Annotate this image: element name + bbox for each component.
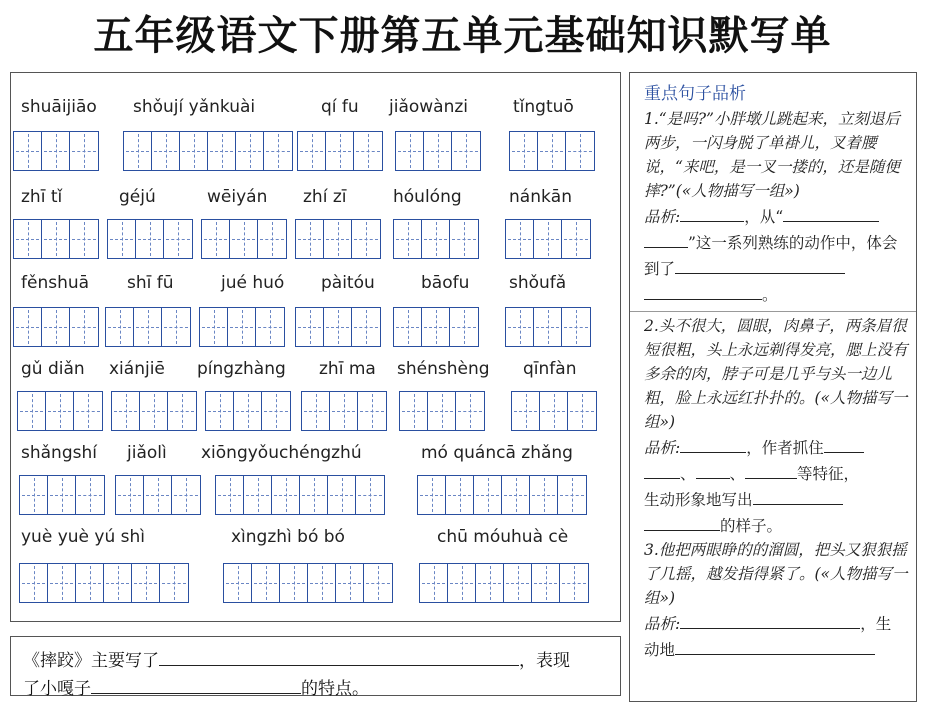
answer-blank[interactable] xyxy=(675,255,845,274)
writing-box-group[interactable] xyxy=(215,475,385,515)
pinyin-word: hóulóng xyxy=(393,187,462,207)
writing-box-group[interactable] xyxy=(295,307,381,347)
summary-text: 了小嘎子 xyxy=(23,679,91,699)
writing-box-group[interactable] xyxy=(17,391,103,431)
writing-box-group[interactable] xyxy=(395,131,481,171)
writing-box-group[interactable] xyxy=(123,131,293,171)
question-2-answer: 品析: ，作者抓住 、 、 等特征， 生动形象地写出 的样子。 xyxy=(644,434,908,538)
writing-grid-row-3 xyxy=(11,307,620,349)
writing-box-group[interactable] xyxy=(295,219,381,259)
writing-box-group[interactable] xyxy=(19,475,105,515)
answer-blank[interactable] xyxy=(680,434,746,453)
answer-blank[interactable] xyxy=(644,229,688,248)
writing-box-group[interactable] xyxy=(417,475,587,515)
writing-box-group[interactable] xyxy=(399,391,485,431)
answer-blank[interactable] xyxy=(680,610,860,629)
writing-box-group[interactable] xyxy=(511,391,597,431)
pinyin-word: shǒují yǎnkuài xyxy=(133,97,256,117)
pinyin-word: yuè yuè yú shì xyxy=(21,527,145,547)
pinyin-word: gǔ diǎn xyxy=(21,359,85,379)
question-3-text: 3.他把两眼睁的的溜圆，把头又狠狠摇了几摇，越发指得紧了。(«人物描写一组») xyxy=(644,541,908,607)
summary-text: 《摔跤》主要写了 xyxy=(23,651,159,671)
writing-box-group[interactable] xyxy=(111,391,197,431)
pinyin-row-6 xyxy=(21,527,612,553)
writing-box-group[interactable] xyxy=(107,219,193,259)
writing-box-group[interactable] xyxy=(223,563,393,603)
pinyin-word: xìngzhì bó bó xyxy=(231,527,345,547)
pinyin-word: shuāijiāo xyxy=(21,97,97,117)
pinyin-word: pàitóu xyxy=(321,273,375,293)
answer-blank[interactable] xyxy=(753,486,843,505)
pinyin-row-1 xyxy=(21,97,612,123)
writing-box-group[interactable] xyxy=(13,131,99,171)
divider xyxy=(630,311,916,312)
pinyin-word: qīnfàn xyxy=(523,359,577,379)
writing-box-group[interactable] xyxy=(199,307,285,347)
writing-box-group[interactable] xyxy=(509,131,595,171)
writing-box-group[interactable] xyxy=(13,307,99,347)
pinyin-word: shénshèng xyxy=(397,359,490,379)
question-1-text: 1.“是吗?”小胖墩儿跳起来，立刻退后两步，一闪身脱了单褂儿，叉着腰说，“来吧，是一叉一搂的，还是随便摔?”(«人物描写一组») xyxy=(644,110,900,200)
answer-blank[interactable] xyxy=(644,460,680,479)
pinyin-word: qí fu xyxy=(321,97,359,117)
writing-box-group[interactable] xyxy=(393,307,479,347)
pinyin-word: tǐngtuō xyxy=(513,97,574,117)
pinyin-row-2 xyxy=(21,187,612,213)
writing-box-group[interactable] xyxy=(13,219,99,259)
summary-line-2 xyxy=(23,675,610,703)
analysis-heading: 重点句子品析 xyxy=(644,84,746,104)
pinyin-word: shī fū xyxy=(127,273,174,293)
writing-box-group[interactable] xyxy=(419,563,589,603)
summary-text: ，表现 xyxy=(519,651,570,671)
answer-blank[interactable] xyxy=(824,434,864,453)
answer-blank[interactable] xyxy=(644,512,720,531)
answer-blank[interactable] xyxy=(783,203,879,222)
pinyin-word: píngzhàng xyxy=(197,359,286,379)
pinyin-row-5 xyxy=(21,443,612,469)
writing-grid-row-4 xyxy=(11,391,620,433)
writing-grid-row-2 xyxy=(11,219,620,261)
writing-box-group[interactable] xyxy=(105,307,191,347)
pinyin-word: jué huó xyxy=(221,273,285,293)
answer-blank[interactable] xyxy=(745,460,797,479)
writing-grid-row-5 xyxy=(11,475,620,517)
pinyin-word: jiǎowànzi xyxy=(389,97,469,117)
pinyin-word: jiǎolì xyxy=(127,443,167,463)
answer-blank[interactable] xyxy=(644,281,762,300)
page-title: 五年级语文下册第五单元基础知识默写单 xyxy=(93,12,832,59)
pinyin-word: géjú xyxy=(119,187,156,207)
writing-box-group[interactable] xyxy=(19,563,189,603)
pinyin-word: shǒufǎ xyxy=(509,273,567,293)
pinyin-word: bāofu xyxy=(421,273,470,293)
question-2-text: 2.头不很大，圆眼，肉鼻子，两条眉很短很粗，头上永远剃得发亮，腮上没有多余的肉，脖子可是几乎与头一边儿粗，脸上永远红扑扑的。(«人物描写一组») xyxy=(644,317,908,431)
pinyin-word: zhī tǐ xyxy=(21,187,63,207)
question-1-answer: 品析: ，从“ ”这一系列熟练的动作中，体会到了 。 xyxy=(644,203,908,307)
pinyin-word: chū móuhuà cè xyxy=(437,527,569,547)
summary-fill-in-panel xyxy=(10,636,621,699)
answer-blank[interactable] xyxy=(696,460,730,479)
writing-box-group[interactable] xyxy=(201,219,287,259)
pinyin-word: wēiyán xyxy=(207,187,268,207)
answer-blank[interactable] xyxy=(91,675,301,694)
pinyin-word: zhī ma xyxy=(319,359,376,379)
pinyin-word: mó quáncā zhǎng xyxy=(421,443,573,463)
writing-box-group[interactable] xyxy=(301,391,387,431)
pinyin-word: fěnshuā xyxy=(21,273,90,293)
sentence-analysis-panel xyxy=(629,72,917,702)
writing-box-group[interactable] xyxy=(505,219,591,259)
answer-blank[interactable] xyxy=(675,636,875,655)
writing-box-group[interactable] xyxy=(115,475,201,515)
writing-box-group[interactable] xyxy=(393,219,479,259)
pinyin-row-3 xyxy=(21,273,612,299)
writing-box-group[interactable] xyxy=(297,131,383,171)
writing-grid-row-1 xyxy=(11,131,620,173)
pinyin-word: xiánjiē xyxy=(109,359,165,379)
writing-grid-row-6 xyxy=(11,563,620,605)
summary-line-1 xyxy=(23,647,610,675)
pinyin-word: zhí zī xyxy=(303,187,347,207)
answer-blank[interactable] xyxy=(159,647,519,666)
writing-box-group[interactable] xyxy=(205,391,291,431)
pinyin-row-4 xyxy=(21,359,612,385)
writing-box-group[interactable] xyxy=(505,307,591,347)
pinyin-word: nánkān xyxy=(509,187,573,207)
summary-text: 的特点。 xyxy=(301,679,369,699)
question-3-answer: 品析: ，生 动地 xyxy=(644,610,908,662)
answer-blank[interactable] xyxy=(680,203,744,222)
pinyin-word: xiōngyǒuchéngzhú xyxy=(201,443,362,463)
pinyin-grid-panel xyxy=(10,72,621,622)
pinyin-word: shǎngshí xyxy=(21,443,97,463)
